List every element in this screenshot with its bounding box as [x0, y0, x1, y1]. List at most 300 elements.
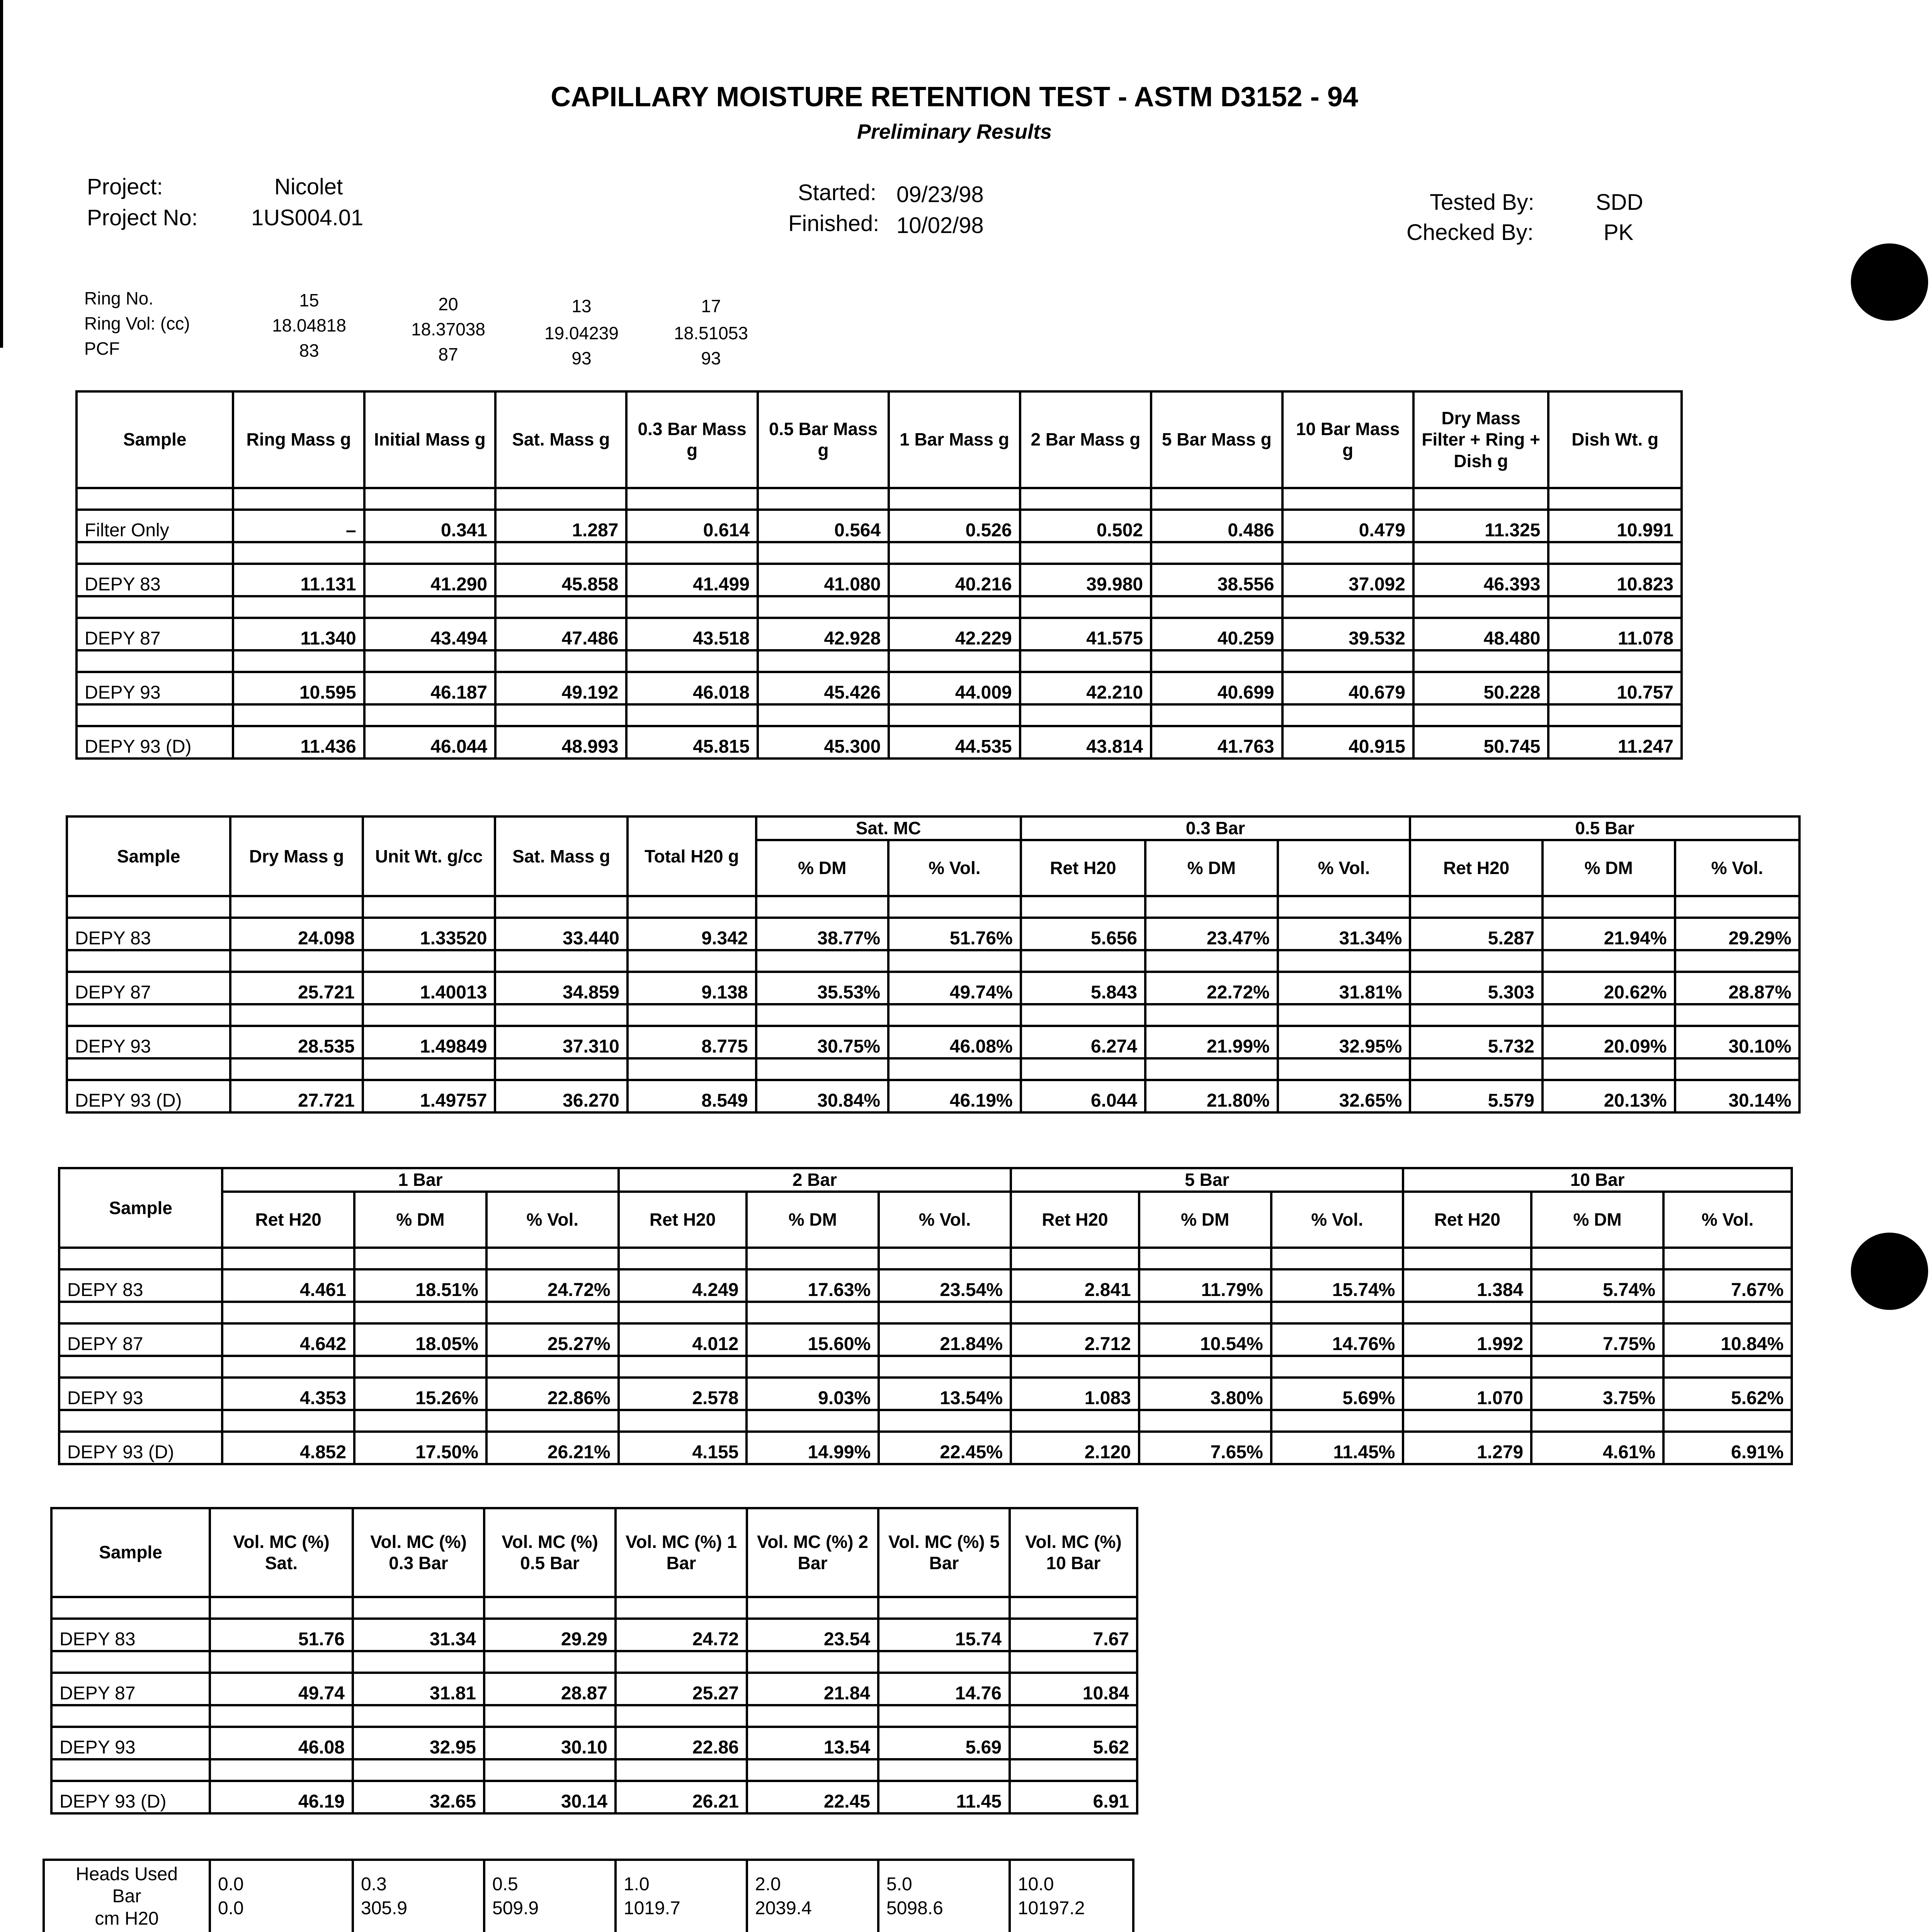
table-row: [77, 618, 1682, 650]
group-header: 0.5 Bar: [1410, 816, 1799, 840]
col-header: Unit Wt. g/cc: [363, 816, 495, 896]
heads-bar-value: 1.0: [624, 1874, 650, 1895]
heads-used-label: Heads Used: [75, 1864, 178, 1884]
ring-no-value: 15: [299, 290, 319, 310]
ring-vol-value: 18.37038: [411, 319, 485, 339]
group-header: Sat. MC: [756, 816, 1021, 840]
value-cell: 44.009: [889, 672, 1020, 704]
col-header: Vol. MC (%) 0.3 Bar: [353, 1508, 484, 1597]
value-cell: 7.67%: [1663, 1269, 1792, 1302]
value-cell: 22.45%: [879, 1432, 1011, 1464]
heads-used-table: [43, 1859, 1134, 1932]
value-cell: 1.40013: [363, 972, 495, 1004]
col-header: Dish Wt. g: [1548, 391, 1682, 488]
value-cell: 18.51%: [354, 1269, 486, 1302]
value-cell: 11.45: [878, 1781, 1010, 1813]
group-header: 5 Bar: [1011, 1168, 1403, 1192]
value-cell: 46.19%: [888, 1080, 1021, 1112]
value-cell: 5.303: [1410, 972, 1543, 1004]
finished-value: 10/02/98: [896, 213, 984, 238]
heads-cm-value: 10197.2: [1018, 1898, 1085, 1918]
col-header: % DM: [1139, 1192, 1271, 1248]
sample-cell: DEPY 83: [51, 1619, 210, 1651]
heads-cm-value: 5098.6: [886, 1898, 943, 1918]
ring-no-value: 17: [701, 296, 721, 316]
value-cell: 11.078: [1548, 618, 1682, 650]
value-cell: 50.745: [1413, 726, 1549, 759]
value-cell: 23.54%: [879, 1269, 1011, 1302]
value-cell: 18.05%: [354, 1323, 486, 1356]
value-cell: 49.74: [210, 1673, 353, 1705]
col-header: % Vol.: [1675, 840, 1799, 896]
value-cell: 10.991: [1548, 510, 1682, 542]
value-cell: 8.549: [628, 1080, 756, 1112]
value-cell: 21.84%: [879, 1323, 1011, 1356]
value-cell: 30.10%: [1675, 1026, 1799, 1058]
col-header: Vol. MC (%) 0.5 Bar: [484, 1508, 616, 1597]
checked-by-value: PK: [1604, 220, 1634, 245]
value-cell: 0.564: [758, 510, 889, 542]
value-cell: 11.79%: [1139, 1269, 1271, 1302]
value-cell: 6.91%: [1663, 1432, 1792, 1464]
value-cell: 26.21: [616, 1781, 747, 1813]
col-header: % Vol.: [1278, 840, 1410, 896]
col-header: Sat. Mass g: [495, 816, 628, 896]
value-cell: 43.494: [364, 618, 495, 650]
value-cell: 4.461: [222, 1269, 354, 1302]
value-cell: 8.775: [628, 1026, 756, 1058]
col-header: Ret H20: [1011, 1192, 1139, 1248]
col-header: Dry Mass g: [230, 816, 363, 896]
value-cell: 11.325: [1413, 510, 1549, 542]
value-cell: 21.99%: [1145, 1026, 1278, 1058]
heads-cm-value: 509.9: [492, 1898, 539, 1918]
value-cell: 2.841: [1011, 1269, 1139, 1302]
value-cell: 40.699: [1151, 672, 1282, 704]
sample-cell: DEPY 93 (D): [51, 1781, 210, 1813]
table-row: [67, 972, 1799, 1004]
sample-cell: DEPY 87: [67, 972, 230, 1004]
value-cell: 17.50%: [354, 1432, 486, 1464]
value-cell: 6.044: [1021, 1080, 1145, 1112]
value-cell: 5.656: [1021, 918, 1145, 950]
value-cell: 5.69%: [1271, 1378, 1403, 1410]
heads-value-cell: [616, 1860, 747, 1932]
value-cell: 47.486: [495, 618, 626, 650]
value-cell: 0.526: [889, 510, 1020, 542]
value-cell: 20.09%: [1543, 1026, 1675, 1058]
value-cell: 11.436: [233, 726, 364, 759]
value-cell: 24.72: [616, 1619, 747, 1651]
sample-cell: Filter Only: [77, 510, 233, 542]
value-cell: 33.440: [495, 918, 628, 950]
value-cell: 22.86%: [486, 1378, 619, 1410]
value-cell: 0.479: [1282, 510, 1413, 542]
value-cell: 0.341: [364, 510, 495, 542]
heads-bar-label: Bar: [112, 1886, 141, 1907]
project-value: Nicolet: [274, 174, 343, 199]
col-header: % DM: [747, 1192, 879, 1248]
sample-cell: DEPY 87: [77, 618, 233, 650]
value-cell: 4.353: [222, 1378, 354, 1410]
value-cell: 30.10: [484, 1727, 616, 1759]
value-cell: 29.29: [484, 1619, 616, 1651]
value-cell: 43.814: [1020, 726, 1151, 759]
col-header: Dry Mass Filter + Ring + Dish g: [1413, 391, 1549, 488]
value-cell: 49.192: [495, 672, 626, 704]
value-cell: 41.499: [626, 564, 757, 596]
value-cell: 14.99%: [747, 1432, 879, 1464]
tested-by-value: SDD: [1596, 190, 1643, 215]
value-cell: 41.290: [364, 564, 495, 596]
pcf-value: 83: [299, 340, 319, 361]
value-cell: 40.679: [1282, 672, 1413, 704]
value-cell: 2.578: [619, 1378, 747, 1410]
value-cell: 4.155: [619, 1432, 747, 1464]
value-cell: 5.62: [1010, 1727, 1137, 1759]
punch-hole-icon: [1851, 243, 1928, 321]
value-cell: 48.993: [495, 726, 626, 759]
col-header: Sat. Mass g: [495, 391, 626, 488]
heads-value-cell: [878, 1860, 1010, 1932]
sample-cell: DEPY 93 (D): [59, 1432, 222, 1464]
value-cell: 31.81%: [1278, 972, 1410, 1004]
sample-cell: DEPY 93 (D): [67, 1080, 230, 1112]
value-cell: 17.63%: [747, 1269, 879, 1302]
value-cell: 9.03%: [747, 1378, 879, 1410]
value-cell: 0.486: [1151, 510, 1282, 542]
heads-bar-value: 0.3: [361, 1874, 387, 1895]
value-cell: 11.45%: [1271, 1432, 1403, 1464]
value-cell: 27.721: [230, 1080, 363, 1112]
col-header: Vol. MC (%) 1 Bar: [616, 1508, 747, 1597]
value-cell: 13.54: [747, 1727, 878, 1759]
value-cell: 1.992: [1403, 1323, 1531, 1356]
col-header: Sample: [67, 816, 230, 896]
value-cell: 38.77%: [756, 918, 889, 950]
table-row: [59, 1269, 1792, 1302]
value-cell: 4.852: [222, 1432, 354, 1464]
value-cell: 1.287: [495, 510, 626, 542]
table-row: [51, 1619, 1137, 1651]
value-cell: 25.27: [616, 1673, 747, 1705]
mass-table: [75, 390, 1683, 760]
value-cell: 41.575: [1020, 618, 1151, 650]
table-row: [59, 1378, 1792, 1410]
group-header: 10 Bar: [1403, 1168, 1792, 1192]
value-cell: 1.384: [1403, 1269, 1531, 1302]
value-cell: 28.87%: [1675, 972, 1799, 1004]
value-cell: 10.757: [1548, 672, 1682, 704]
value-cell: 30.84%: [756, 1080, 889, 1112]
value-cell: 31.34: [353, 1619, 484, 1651]
ring-vol-value: 18.04818: [272, 315, 346, 335]
value-cell: 15.26%: [354, 1378, 486, 1410]
value-cell: 46.19: [210, 1781, 353, 1813]
pcf-value: 93: [571, 348, 592, 368]
value-cell: 15.74: [878, 1619, 1010, 1651]
col-header: 2 Bar Mass g: [1020, 391, 1151, 488]
value-cell: 21.80%: [1145, 1080, 1278, 1112]
value-cell: 1.49757: [363, 1080, 495, 1112]
heads-value-cell: [747, 1860, 878, 1932]
table-row: [67, 918, 1799, 950]
col-header: 0.5 Bar Mass g: [758, 391, 889, 488]
sample-cell: DEPY 83: [67, 918, 230, 950]
sample-cell: DEPY 93: [67, 1026, 230, 1058]
value-cell: 1.279: [1403, 1432, 1531, 1464]
value-cell: 5.69: [878, 1727, 1010, 1759]
value-cell: 10.54%: [1139, 1323, 1271, 1356]
heads-bar-value: 0.0: [218, 1874, 244, 1895]
heads-cm-value: 305.9: [361, 1898, 408, 1918]
heads-bar-value: 0.5: [492, 1874, 518, 1895]
value-cell: 35.53%: [756, 972, 889, 1004]
heads-cm-value: 0.0: [218, 1898, 244, 1918]
value-cell: 30.75%: [756, 1026, 889, 1058]
value-cell: 14.76%: [1271, 1323, 1403, 1356]
value-cell: 50.228: [1413, 672, 1549, 704]
value-cell: 46.08%: [888, 1026, 1021, 1058]
table-row: [51, 1673, 1137, 1705]
sample-cell: DEPY 87: [59, 1323, 222, 1356]
value-cell: 10.595: [233, 672, 364, 704]
col-header: Ret H20: [222, 1192, 354, 1248]
value-cell: 11.247: [1548, 726, 1682, 759]
value-cell: 5.287: [1410, 918, 1543, 950]
heads-label-cell: [44, 1860, 210, 1932]
col-header: Vol. MC (%) 10 Bar: [1010, 1508, 1137, 1597]
project-no-label: Project No:: [87, 205, 198, 230]
col-header: 10 Bar Mass g: [1282, 391, 1413, 488]
col-header: 0.3 Bar Mass g: [626, 391, 757, 488]
value-cell: 37.092: [1282, 564, 1413, 596]
value-cell: 20.62%: [1543, 972, 1675, 1004]
value-cell: 7.67: [1010, 1619, 1137, 1651]
group-header: 1 Bar: [222, 1168, 618, 1192]
value-cell: 15.60%: [747, 1323, 879, 1356]
heads-value-cell: [353, 1860, 484, 1932]
value-cell: 40.216: [889, 564, 1020, 596]
value-cell: 0.614: [626, 510, 757, 542]
scan-edge-line: [0, 0, 3, 348]
value-cell: 40.259: [1151, 618, 1282, 650]
col-header: Vol. MC (%) 2 Bar: [747, 1508, 878, 1597]
heads-value-cell: [1010, 1860, 1133, 1932]
ring-vol-value: 19.04239: [544, 323, 619, 343]
value-cell: 5.732: [1410, 1026, 1543, 1058]
col-header: Sample: [51, 1508, 210, 1597]
value-cell: 40.915: [1282, 726, 1413, 759]
col-header: 1 Bar Mass g: [889, 391, 1020, 488]
value-cell: 23.54: [747, 1619, 878, 1651]
value-cell: 30.14%: [1675, 1080, 1799, 1112]
value-cell: 45.815: [626, 726, 757, 759]
value-cell: 5.74%: [1531, 1269, 1663, 1302]
pressure-table: [58, 1167, 1793, 1465]
value-cell: 9.342: [628, 918, 756, 950]
value-cell: 7.75%: [1531, 1323, 1663, 1356]
value-cell: 1.33520: [363, 918, 495, 950]
value-cell: 46.393: [1413, 564, 1549, 596]
value-cell: 31.34%: [1278, 918, 1410, 950]
value-cell: 13.54%: [879, 1378, 1011, 1410]
value-cell: 41.763: [1151, 726, 1282, 759]
table-row: [67, 1080, 1799, 1112]
value-cell: 46.044: [364, 726, 495, 759]
value-cell: 38.556: [1151, 564, 1282, 596]
col-header: % DM: [1543, 840, 1675, 896]
pcf-value: 87: [438, 344, 458, 364]
sample-cell: DEPY 93: [77, 672, 233, 704]
value-cell: 2.120: [1011, 1432, 1139, 1464]
value-cell: 48.480: [1413, 618, 1549, 650]
group-header: 0.3 Bar: [1021, 816, 1410, 840]
value-cell: 3.75%: [1531, 1378, 1663, 1410]
value-cell: 3.80%: [1139, 1378, 1271, 1410]
value-cell: 15.74%: [1271, 1269, 1403, 1302]
col-header: % DM: [1145, 840, 1278, 896]
value-cell: 5.579: [1410, 1080, 1543, 1112]
punch-hole-icon: [1851, 1233, 1928, 1310]
table-row: [51, 1781, 1137, 1813]
sample-cell: DEPY 87: [51, 1673, 210, 1705]
ring-vol-label: Ring Vol: (cc): [84, 313, 190, 333]
value-cell: 44.535: [889, 726, 1020, 759]
table-row: [77, 672, 1682, 704]
checked-by-label: Checked By:: [1406, 220, 1534, 245]
value-cell: 0.502: [1020, 510, 1151, 542]
value-cell: 25.27%: [486, 1323, 619, 1356]
value-cell: 11.340: [233, 618, 364, 650]
col-header: % Vol.: [888, 840, 1021, 896]
col-header: % Vol.: [879, 1192, 1011, 1248]
sample-cell: DEPY 83: [59, 1269, 222, 1302]
project-label: Project:: [87, 174, 163, 199]
col-header: Total H20 g: [628, 816, 756, 896]
col-header: % DM: [354, 1192, 486, 1248]
col-header: 5 Bar Mass g: [1151, 391, 1282, 488]
heads-cm-value: 1019.7: [624, 1898, 680, 1918]
value-cell: 25.721: [230, 972, 363, 1004]
table-row: [59, 1323, 1792, 1356]
sample-cell: DEPY 93 (D): [77, 726, 233, 759]
value-cell: 30.14: [484, 1781, 616, 1813]
value-cell: 24.098: [230, 918, 363, 950]
value-cell: 31.81: [353, 1673, 484, 1705]
col-header: Ret H20: [1021, 840, 1145, 896]
value-cell: 20.13%: [1543, 1080, 1675, 1112]
col-header: Ring Mass g: [233, 391, 364, 488]
value-cell: 51.76%: [888, 918, 1021, 950]
value-cell: 23.47%: [1145, 918, 1278, 950]
group-header: 2 Bar: [619, 1168, 1011, 1192]
col-header: Ret H20: [1403, 1192, 1531, 1248]
table-row: [77, 510, 1682, 542]
col-header: Sample: [59, 1168, 222, 1248]
pcf-label: PCF: [84, 338, 120, 359]
heads-bar-value: 5.0: [886, 1874, 912, 1895]
value-cell: 11.131: [233, 564, 364, 596]
heads-value-cell: [210, 1860, 353, 1932]
started-value: 09/23/98: [896, 182, 984, 207]
value-cell: 45.858: [495, 564, 626, 596]
value-cell: 9.138: [628, 972, 756, 1004]
heads-cm-value: 2039.4: [755, 1898, 812, 1918]
value-cell: 10.84%: [1663, 1323, 1792, 1356]
value-cell: 21.94%: [1543, 918, 1675, 950]
value-cell: 32.65%: [1278, 1080, 1410, 1112]
col-header: % DM: [1531, 1192, 1663, 1248]
table-row: [77, 564, 1682, 596]
value-cell: 34.859: [495, 972, 628, 1004]
value-cell: 4.012: [619, 1323, 747, 1356]
pcf-value: 93: [701, 348, 721, 368]
page-title: CAPILLARY MOISTURE RETENTION TEST - ASTM D3152 - 94: [551, 82, 1358, 112]
col-header: % Vol.: [1271, 1192, 1403, 1248]
col-header: Vol. MC (%) 5 Bar: [878, 1508, 1010, 1597]
value-cell: 28.535: [230, 1026, 363, 1058]
value-cell: 46.08: [210, 1727, 353, 1759]
value-cell: 49.74%: [888, 972, 1021, 1004]
saturation-table: [66, 815, 1801, 1114]
value-cell: 28.87: [484, 1673, 616, 1705]
heads-bar-value: 10.0: [1018, 1874, 1054, 1895]
sample-cell: DEPY 93: [59, 1378, 222, 1410]
value-cell: 5.62%: [1663, 1378, 1792, 1410]
value-cell: 39.532: [1282, 618, 1413, 650]
value-cell: 6.274: [1021, 1026, 1145, 1058]
value-cell: 1.49849: [363, 1026, 495, 1058]
project-no-value: 1US004.01: [251, 205, 364, 230]
ring-no-value: 13: [571, 296, 592, 316]
value-cell: 46.187: [364, 672, 495, 704]
value-cell: 41.080: [758, 564, 889, 596]
heads-bar-value: 2.0: [755, 1874, 781, 1895]
value-cell: 43.518: [626, 618, 757, 650]
value-cell: 32.95: [353, 1727, 484, 1759]
page-subtitle: Preliminary Results: [857, 120, 1052, 143]
value-cell: 10.823: [1548, 564, 1682, 596]
value-cell: 26.21%: [486, 1432, 619, 1464]
value-cell: 6.91: [1010, 1781, 1137, 1813]
sample-cell: DEPY 83: [77, 564, 233, 596]
table-row: [67, 1026, 1799, 1058]
value-cell: 32.65: [353, 1781, 484, 1813]
value-cell: 7.65%: [1139, 1432, 1271, 1464]
value-cell: 29.29%: [1675, 918, 1799, 950]
value-cell: 22.86: [616, 1727, 747, 1759]
value-cell: 32.95%: [1278, 1026, 1410, 1058]
tested-by-label: Tested By:: [1430, 190, 1534, 215]
table-row: [77, 726, 1682, 759]
ring-no-label: Ring No.: [84, 288, 153, 308]
value-cell: 4.642: [222, 1323, 354, 1356]
value-cell: 42.229: [889, 618, 1020, 650]
col-header: Initial Mass g: [364, 391, 495, 488]
value-cell: 10.84: [1010, 1673, 1137, 1705]
value-cell: 42.928: [758, 618, 889, 650]
ring-vol-value: 18.51053: [674, 323, 748, 343]
value-cell: 4.61%: [1531, 1432, 1663, 1464]
value-cell: 24.72%: [486, 1269, 619, 1302]
col-header: Sample: [77, 391, 233, 488]
value-cell: 37.310: [495, 1026, 628, 1058]
value-cell: –: [233, 510, 364, 542]
col-header: Vol. MC (%) Sat.: [210, 1508, 353, 1597]
value-cell: 45.300: [758, 726, 889, 759]
value-cell: 22.72%: [1145, 972, 1278, 1004]
